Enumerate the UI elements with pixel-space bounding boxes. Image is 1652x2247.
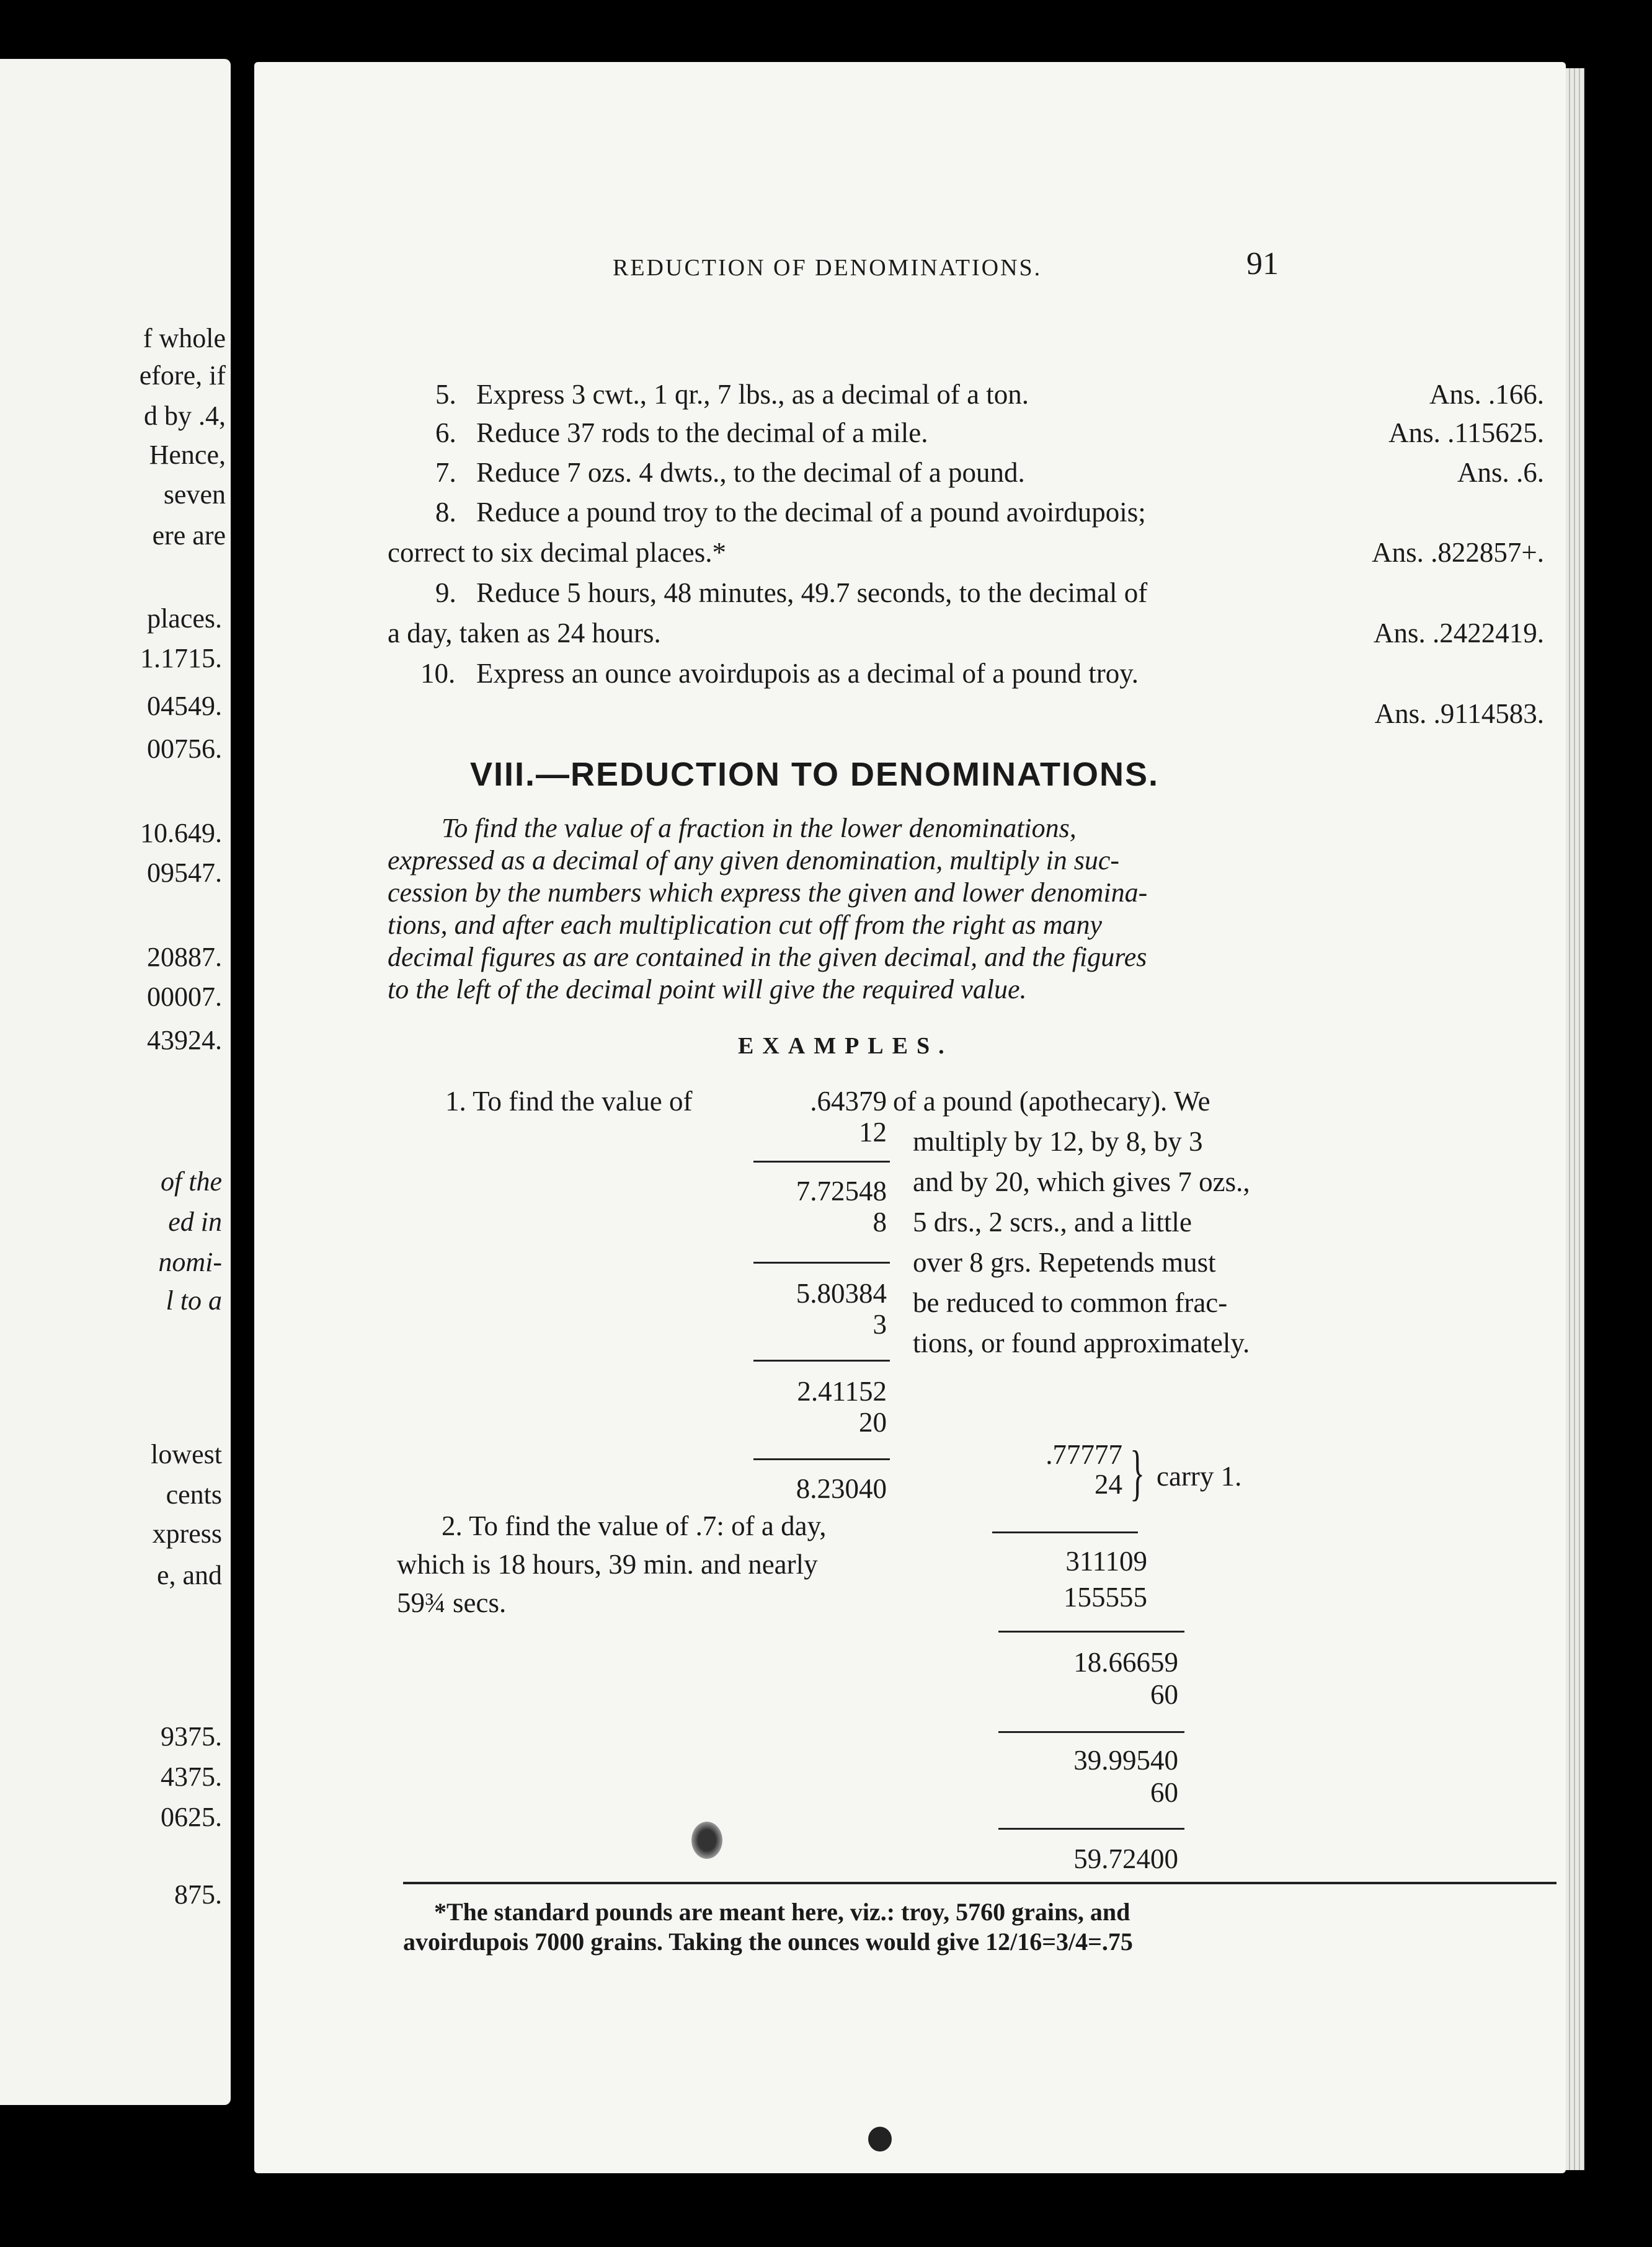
left-page-fragment: f whole: [143, 323, 226, 353]
left-page-fragment: 04549.: [147, 691, 222, 721]
rule-line: cession by the numbers which express the given and lower denomina-: [388, 877, 1148, 908]
left-page-fragment: 20887.: [147, 942, 222, 972]
computation-figure: 8: [873, 1207, 887, 1238]
left-page-fragment: 9375.: [161, 1721, 222, 1752]
exercise-text: Reduce 37 rods to the decimal of a mile.: [476, 417, 928, 448]
left-page-fragment: l to a: [166, 1285, 222, 1316]
example2-line: 59¾ secs.: [397, 1587, 507, 1618]
exercise-number: 10.: [420, 658, 456, 689]
left-page-fragment: xpress: [152, 1518, 222, 1549]
explanation-line: and by 20, which gives 7 ozs.,: [913, 1166, 1250, 1197]
running-title: REDUCTION OF DENOMINATIONS.: [613, 255, 1042, 281]
left-page-fragment: 43924.: [147, 1025, 222, 1055]
computation-figure: 8.23040: [796, 1473, 887, 1504]
computation-figure: 7.72548: [796, 1176, 887, 1207]
example2-line: which is 18 hours, 39 min. and nearly: [397, 1549, 818, 1580]
explanation-line: 5 drs., 2 scrs., and a little: [913, 1207, 1192, 1238]
left-page-fragment: nomi-: [158, 1247, 222, 1277]
computation-figure: 155555: [1064, 1582, 1147, 1613]
computation-figure: 18.66659: [1073, 1647, 1178, 1678]
left-page-fragment: of the: [161, 1166, 222, 1197]
exercise-text-continued: correct to six decimal places.*: [388, 537, 727, 568]
rule-line: expressed as a decimal of any given denomination, multiply in suc-: [388, 845, 1120, 875]
computation-rule: [753, 1262, 890, 1264]
left-page-fragment: d by .4,: [144, 401, 226, 431]
computation-figure: .64379: [810, 1086, 887, 1117]
rule-line: To find the value of a fraction in the lower denominations,: [442, 813, 1077, 843]
exercise-answer: Ans. .166.: [1429, 379, 1544, 410]
computation-rule: [753, 1458, 890, 1460]
left-page-fragment: Hence,: [149, 440, 226, 470]
rule-line: to the left of the decimal point will give the required value.: [388, 974, 1027, 1004]
computation-figure: 3: [873, 1309, 887, 1340]
exercise-answer: Ans. .2422419.: [1373, 618, 1544, 649]
footnote-line: *The standard pounds are meant here, viz.: troy, 5760 grains, and: [434, 1898, 1130, 1926]
exercise-number: 7.: [435, 457, 456, 488]
explanation-line: be reduced to common frac-: [913, 1287, 1228, 1318]
left-page-fragment: places.: [147, 603, 222, 634]
left-page-fragment: ere are: [152, 520, 226, 551]
ink-spot: [868, 2127, 892, 2152]
page-number: 91: [1246, 246, 1279, 281]
computation-rule: [998, 1631, 1184, 1633]
exercise-number: 8.: [435, 497, 456, 528]
left-page-fragment: 1.1715.: [140, 643, 222, 673]
explanation-line: of a pound (apothecary). We: [893, 1086, 1210, 1117]
exercise-number: 5.: [435, 379, 456, 410]
left-page-fragment: seven: [163, 479, 226, 510]
exercise-answer: Ans. .9114583.: [1374, 698, 1544, 729]
computation-figure: 20: [859, 1407, 887, 1438]
rule-line: tions, and after each multiplication cut off from the right as many: [388, 910, 1103, 940]
computation-rule: [753, 1161, 890, 1163]
left-page-fragment: efore, if: [139, 360, 226, 391]
left-page-fragment: 0625.: [161, 1802, 222, 1832]
computation-rule: [992, 1531, 1138, 1533]
left-page-fragment: e, and: [156, 1560, 222, 1590]
computation-figure: 59.72400: [1073, 1843, 1178, 1874]
exercise-number: 9.: [435, 577, 456, 608]
computation-figure: 12: [859, 1117, 887, 1148]
footnote-line: avoirdupois 7000 grains. Taking the ounces would give 12/16=3/4=.75: [403, 1928, 1133, 1956]
exercise-text: Reduce 5 hours, 48 minutes, 49.7 seconds, to the decimal of: [476, 577, 1148, 608]
exercise-number: 6.: [435, 417, 456, 448]
left-page-fragment: ed in: [168, 1207, 222, 1237]
book-page: [254, 62, 1566, 2173]
explanation-line: over 8 grs. Repetends must: [913, 1247, 1216, 1278]
exercise-text: Reduce 7 ozs. 4 dwts., to the decimal of a pound.: [476, 457, 1025, 488]
section-title: VIII.—REDUCTION TO DENOMINATIONS.: [470, 756, 1160, 793]
left-page-fragment: lowest: [151, 1439, 222, 1469]
exercise-text: Reduce a pound troy to the decimal of a pound avoirdupois;: [476, 497, 1146, 528]
computation-figure: 60: [1150, 1679, 1178, 1710]
left-page-fragment: 4375.: [161, 1762, 222, 1792]
left-page-fragment: 00756.: [147, 733, 222, 764]
computation-figure: 311109: [1065, 1546, 1147, 1577]
exercise-text: Express an ounce avoirdupois as a decimal of a pound troy.: [476, 658, 1139, 689]
computation-figure: 60: [1150, 1777, 1178, 1808]
exercise-text: Express 3 cwt., 1 qr., 7 lbs., as a decimal of a ton.: [476, 379, 1029, 410]
exercise-answer: Ans. .115625.: [1388, 417, 1544, 448]
explanation-line: multiply by 12, by 8, by 3: [913, 1126, 1203, 1157]
exercise-text-continued: a day, taken as 24 hours.: [388, 618, 661, 649]
computation-figure: 5.80384: [796, 1278, 887, 1309]
computation-rule: [753, 1360, 890, 1362]
example1-lead: 1. To find the value of: [445, 1086, 693, 1117]
exercise-answer: Ans. .822857+.: [1372, 537, 1544, 568]
computation-figure: 24: [1095, 1469, 1122, 1500]
examples-heading: EXAMPLES.: [738, 1033, 953, 1059]
left-page-fragment: 10.649.: [140, 818, 222, 848]
rule-line: decimal figures as are contained in the given decimal, and the figures: [388, 942, 1147, 972]
brace-symbol: }: [1130, 1438, 1145, 1507]
example2-line: 2. To find the value of .7: of a day,: [442, 1510, 827, 1541]
left-page-fragment: 00007.: [147, 982, 222, 1012]
left-page-fragment: 875.: [174, 1879, 222, 1910]
explanation-line: tions, or found approximately.: [913, 1327, 1250, 1358]
computation-rule: [998, 1828, 1184, 1830]
computation-figure: .77777: [1046, 1439, 1122, 1470]
computation-figure: 39.99540: [1073, 1745, 1178, 1776]
exercise-answer: Ans. .6.: [1457, 457, 1544, 488]
previous-page-edge: [0, 59, 231, 2105]
footnote-rule: [403, 1882, 1557, 1884]
ink-blot: [691, 1822, 722, 1859]
computation-figure: 2.41152: [797, 1376, 887, 1407]
computation-rule: [998, 1731, 1184, 1733]
left-page-fragment: 09547.: [147, 858, 222, 888]
left-page-fragment: cents: [166, 1479, 222, 1510]
carry-note: carry 1.: [1157, 1461, 1242, 1492]
